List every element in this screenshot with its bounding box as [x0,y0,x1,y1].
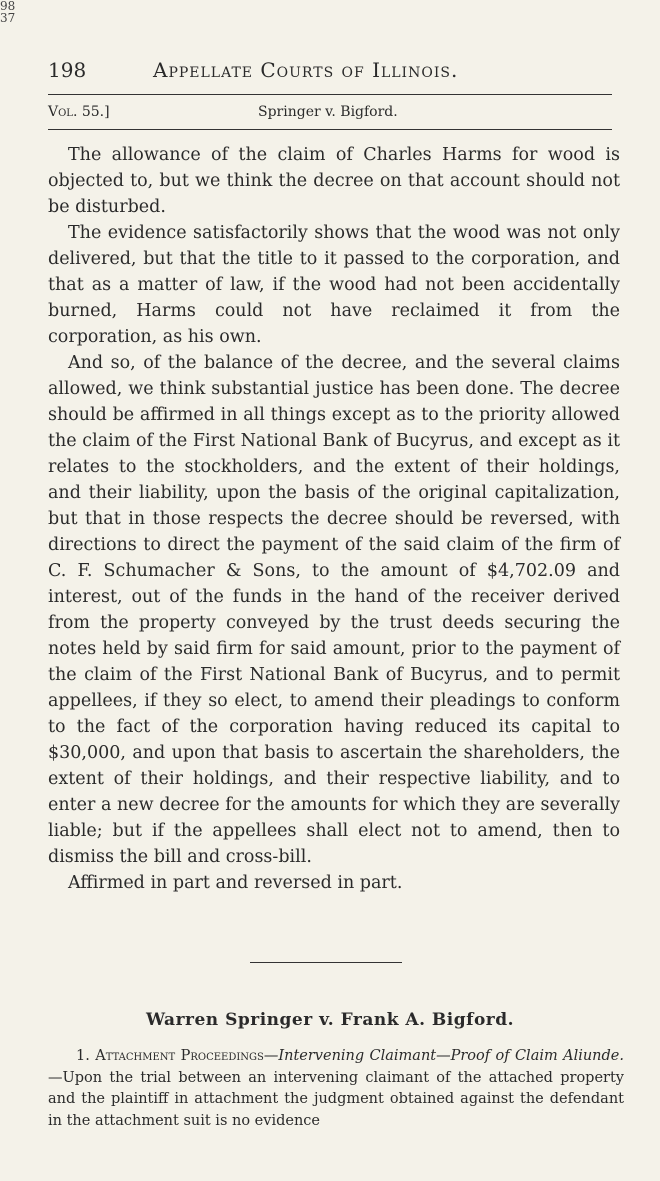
margin-note [0,0,15,24]
headnote [48,1046,624,1132]
next-case-title: Warren Springer v. Frank A. Bigford. [145,1010,515,1030]
margin-note-line: 98 [0,0,16,13]
opinion-text [48,142,620,896]
headnote-topic: Attachment Proceedings [95,1048,264,1064]
paragraph: The evidence satisfactorily shows that the wood was not only delivered, but that the title to it passed to the corporation, and that as a matter of law, if the wood had not been accidentally burned, Harms could not have reclaimed it from the corporation, as his own. [48,223,620,347]
margin-note-line: 37 [0,11,16,25]
headnote-number: 1. [76,1048,90,1064]
section-divider [250,962,402,963]
headnote-text: —Upon the trial between an intervening claimant of the attached property and the plaintiff in attachment the judgment obtained against the defendant in the attachment suit is no evidence [48,1069,624,1129]
paragraph: And so, of the balance of the decree, and the several claims allowed, we think substantial justice has been done. The decree should be affirmed in all things except as to the priority allowed the claim of the First National Bank of Bucyrus, and except as it relates to the stockholders, and the extent of their holdings, and their liability, upon the basis of the original capitalization, but that in those respects the decree should be reversed, with directions to direct the payment of the said claim of the firm of C. F. Schumacher & Sons, to the amount of $4,702.09 and interest, out of the funds in the hand of the receiver derived from the property conveyed by the trust deeds securing the notes held by said firm for said amount, prior to the payment of the claim of the First National Bank of Bucyrus, and to permit appellees, if they so elect, to amend their pleadings to conform to the fact of the corporation having reduced its capital to $30,000, and upon that basis to ascertain the shareholders, the extent of their holdings, and their respective liability, and to enter a new decree for the amounts for which they are severally liable; but if the appellees shall elect not to amend, then to dismiss the bill and cross-bill. [48,353,620,867]
subheader [48,104,608,120]
paragraph: The allowance of the claim of Charles Harms for wood is objected to, but we think the decree on that account should not be disturbed. [48,145,620,217]
page-number: 198 [48,58,87,82]
court-title: Appellate Courts of Illinois. [153,58,459,82]
headnote-subtopic: —Intervening Claimant—Proof of Claim Aliunde. [263,1048,624,1064]
subheader-rule [48,129,612,130]
paragraph: Affirmed in part and reversed in part. [68,873,403,893]
case-name: Springer v. Bigford. [258,104,398,120]
header-rule [48,94,612,95]
volume-label: Vol. 55.] [48,104,110,120]
running-head [48,58,608,82]
